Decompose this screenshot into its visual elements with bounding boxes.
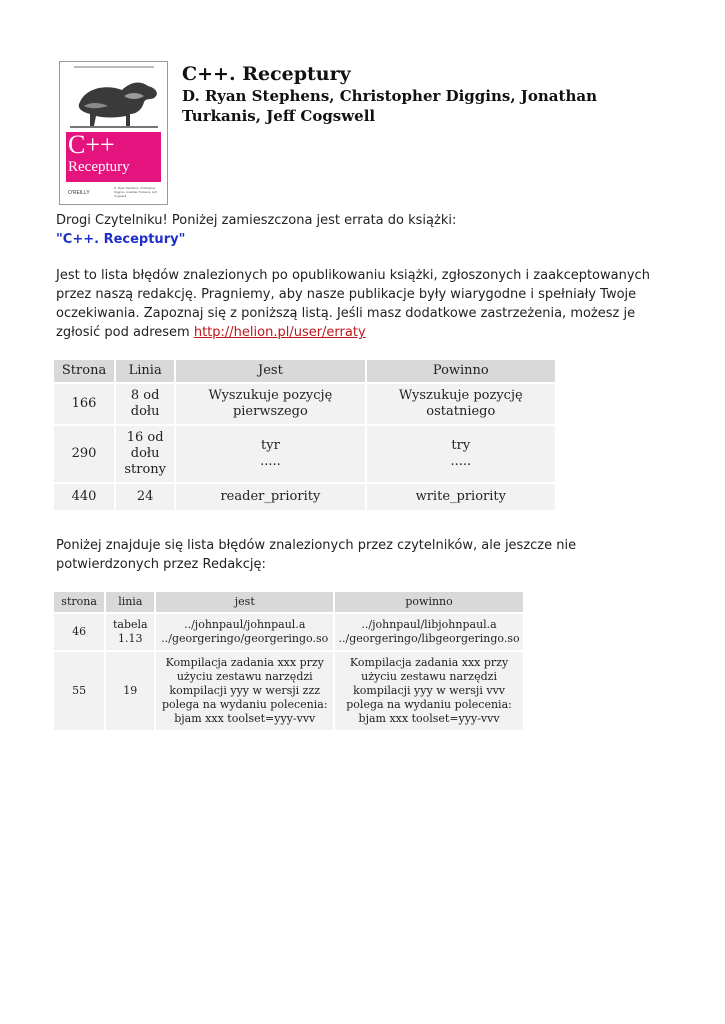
cell-line: dołu [130, 446, 160, 461]
table-row [54, 484, 555, 510]
table-header-row [54, 592, 523, 612]
column-header-powinno: powinno [335, 592, 523, 612]
cell-line: bjam xxx toolset=yyy-vvv [358, 712, 500, 725]
cell-powinno [335, 652, 523, 730]
book-cover-image [59, 61, 168, 205]
table-row [54, 426, 555, 482]
column-header-strona: Strona [54, 360, 114, 382]
cover-publisher: O'REILLY [68, 190, 90, 196]
unconfirmed-errata-table [52, 590, 525, 732]
cell-jest [176, 384, 364, 424]
column-header-powinno: Powinno [367, 360, 555, 382]
cell-linia [116, 426, 174, 482]
cell-strona: 290 [54, 426, 114, 482]
cell-linia [116, 384, 174, 424]
cell-line: tyr [261, 438, 280, 453]
errata-report-link[interactable]: http://helion.pl/user/erraty [193, 325, 366, 340]
cover-title-line1: C++ [68, 130, 115, 159]
errata-description [56, 266, 666, 342]
dog-illustration-icon [60, 62, 167, 132]
errata-description-text: Jest to lista błędów znalezionych po opublikowaniu książki, zgłoszonych i zaakceptowanych przez naszą redakcję. Pragniemy, aby nasze publikacje były wiarygodne i spełniały Twoje oczekiwania. Zapoznaj się z poniższą listą. Jeśli masz dodatkowe zastrzeżenia, możesz je zgłosić pod adresem [56, 268, 650, 340]
cell-linia: 19 [106, 652, 154, 730]
cell-line: ../georgeringo/georgeringo.so [161, 632, 329, 645]
cell-line: Wyszukuje pozycję [208, 388, 333, 403]
table-header-row [54, 360, 555, 382]
confirmed-errata-table [52, 358, 557, 512]
cell-line: dołu [130, 404, 160, 419]
cover-title-line2: Receptury [68, 159, 130, 175]
cell-line: strony [124, 462, 166, 477]
cell-powinno [367, 426, 555, 482]
cell-jest [156, 652, 333, 730]
cell-line: 1.13 [118, 632, 143, 645]
cell-line: polega na wydaniu polecenia: [346, 698, 512, 711]
cell-strona: 55 [54, 652, 104, 730]
cell-line: ../johnpaul/johnpaul.a [184, 618, 306, 631]
cell-line: kompilacji yyy w wersji vvv [353, 684, 505, 697]
cell-line: Wyszukuje pozycję [398, 388, 523, 403]
cell-line: 8 od [130, 388, 160, 403]
cell-line: Kompilacja zadania xxx przy [349, 656, 509, 669]
column-header-linia: Linia [116, 360, 174, 382]
cell-jest [176, 426, 364, 482]
column-header-strona: strona [54, 592, 104, 612]
unconfirmed-errata-description: Poniżej znajduje się lista błędów znalezionych przez czytelników, ale jeszcze nie potwierdzonych przez Redakcję: [56, 538, 577, 572]
cell-line: tabela [112, 618, 148, 631]
cell-powinno [335, 614, 523, 650]
cell-line: kompilacji yyy w wersji zzz [169, 684, 321, 697]
cover-top-area [60, 62, 167, 132]
cell-line: 16 od [126, 430, 164, 445]
cell-linia [106, 614, 154, 650]
cell-line: try [451, 438, 471, 453]
intro-line: Drogi Czytelniku! Poniżej zamieszczona jest errata do książki: [56, 213, 457, 228]
column-header-jest: Jest [176, 360, 364, 382]
cell-line: ../georgeringo/libgeorgeringo.so [338, 632, 520, 645]
cell-powinno [367, 384, 555, 424]
table-row [54, 652, 523, 730]
cell-strona: 166 [54, 384, 114, 424]
table-row [54, 384, 555, 424]
book-authors: D. Ryan Stephens, Christopher Diggins, Jonathan Turkanis, Jeff Cogswell [182, 87, 597, 125]
cell-linia: 24 [116, 484, 174, 510]
book-title: C++. Receptury [182, 63, 351, 85]
cell-line: pierwszego [232, 404, 308, 419]
table-row [54, 614, 523, 650]
cell-line: użyciu zestawu narzędzi [361, 670, 497, 683]
cell-powinno: write_priority [367, 484, 555, 510]
cell-jest: reader_priority [176, 484, 364, 510]
cell-line: polega na wydaniu polecenia: [161, 698, 328, 711]
cell-jest [156, 614, 333, 650]
column-header-jest: jest [156, 592, 333, 612]
cell-line: ostatniego [426, 404, 496, 419]
cell-line: użyciu zestawu narzędzi [176, 670, 313, 683]
cell-line: ../johnpaul/libjohnpaul.a [361, 618, 497, 631]
intro-text [56, 211, 666, 249]
intro-book-title: "C++. Receptury" [56, 232, 186, 247]
column-header-linia: linia [106, 592, 154, 612]
cell-line: ..... [450, 454, 472, 469]
cell-strona: 46 [54, 614, 104, 650]
cell-strona: 440 [54, 484, 114, 510]
cover-authors: D. Ryan Stephens, Christopher Diggins, Jonathan Turkanis, Jeff Cogswell [114, 186, 157, 198]
cell-line: Kompilacja zadania xxx przy [165, 656, 324, 669]
cell-line: ..... [260, 454, 281, 469]
cell-line: bjam xxx toolset=yyy-vvv [174, 712, 316, 725]
